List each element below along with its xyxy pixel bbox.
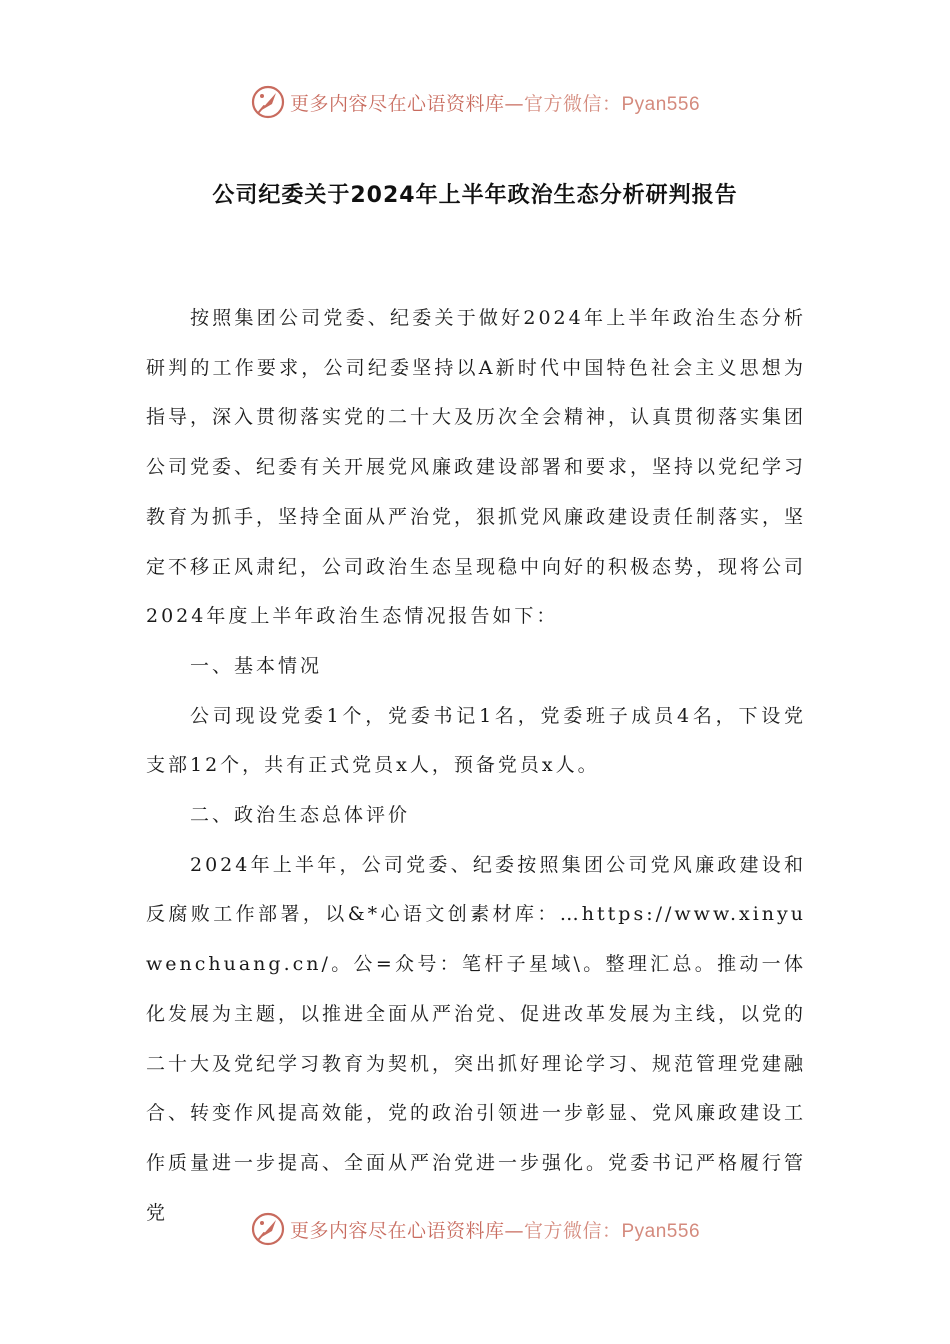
intro-paragraph: 按照集团公司党委、纪委关于做好2024年上半年政治生态分析研判的工作要求，公司纪委坚持以A新时代中国特色社会主义思想为指导，深入贯彻落实党的二十大及历次全会精神，认真贯彻落实集团公司党委、纪委有关开展党风廉政建设部署和要求，坚持以党纪学习教育为抓手，坚持全面从严治党，狠抓党风廉政建设责任制落实，坚定不移正风肃纪，公司政治生态呈现稳中向好的积极态势，现将公司2024年度上半年政治生态情况报告如下： — [146, 307, 807, 628]
evaluation-paragraph: 2024年上半年，公司党委、纪委按照集团公司党风廉政建设和反腐败工作部署，以&*心语文创素材库：…https://www.xinyuwenchuang.cn/。公=众号：笔杆子星域\。整理汇总。推动一体化发展为主题，以推进全面从严治党、促进改革发展为主线，以党的二十大及党纪学习教育为契机，突出抓好理论学习、规范管理党建融合、转变作风提高效能，党的政治引领进一步彰显、党风廉政建设工作质量进一步提高、全面从严治党进一步强化。党委书记严格履行管党 — [146, 853, 807, 1224]
watermark-account: Pyan556 — [621, 1220, 701, 1242]
section-heading-basic: 一、基本情况 — [190, 654, 323, 677]
document-title: 公司纪委关于2024年上半年政治生态分析研判报告 — [212, 183, 738, 208]
watermark-banner-top — [0, 80, 950, 124]
watermark-banner-bottom — [0, 1207, 950, 1251]
watermark-account: Pyan556 — [621, 93, 701, 115]
watermark-text — [290, 1216, 700, 1243]
basic-info-paragraph: 公司现设党委1个，党委书记1名，党委班子成员4名，下设党支部12个，共有正式党员x人，预备党员x人。 — [146, 704, 806, 777]
watermark-wechat-label: 官方微信： — [523, 92, 622, 115]
quill-logo-icon — [250, 84, 286, 120]
watermark-text — [290, 89, 700, 116]
document-body — [146, 294, 806, 1238]
watermark-slogan: 更多内容尽在心语资料库— — [289, 1219, 524, 1242]
watermark-slogan: 更多内容尽在心语资料库— — [289, 92, 524, 115]
quill-logo-icon — [250, 1211, 286, 1247]
watermark-wechat-label: 官方微信： — [523, 1219, 622, 1242]
section-heading-evaluation: 二、政治生态总体评价 — [190, 804, 411, 827]
